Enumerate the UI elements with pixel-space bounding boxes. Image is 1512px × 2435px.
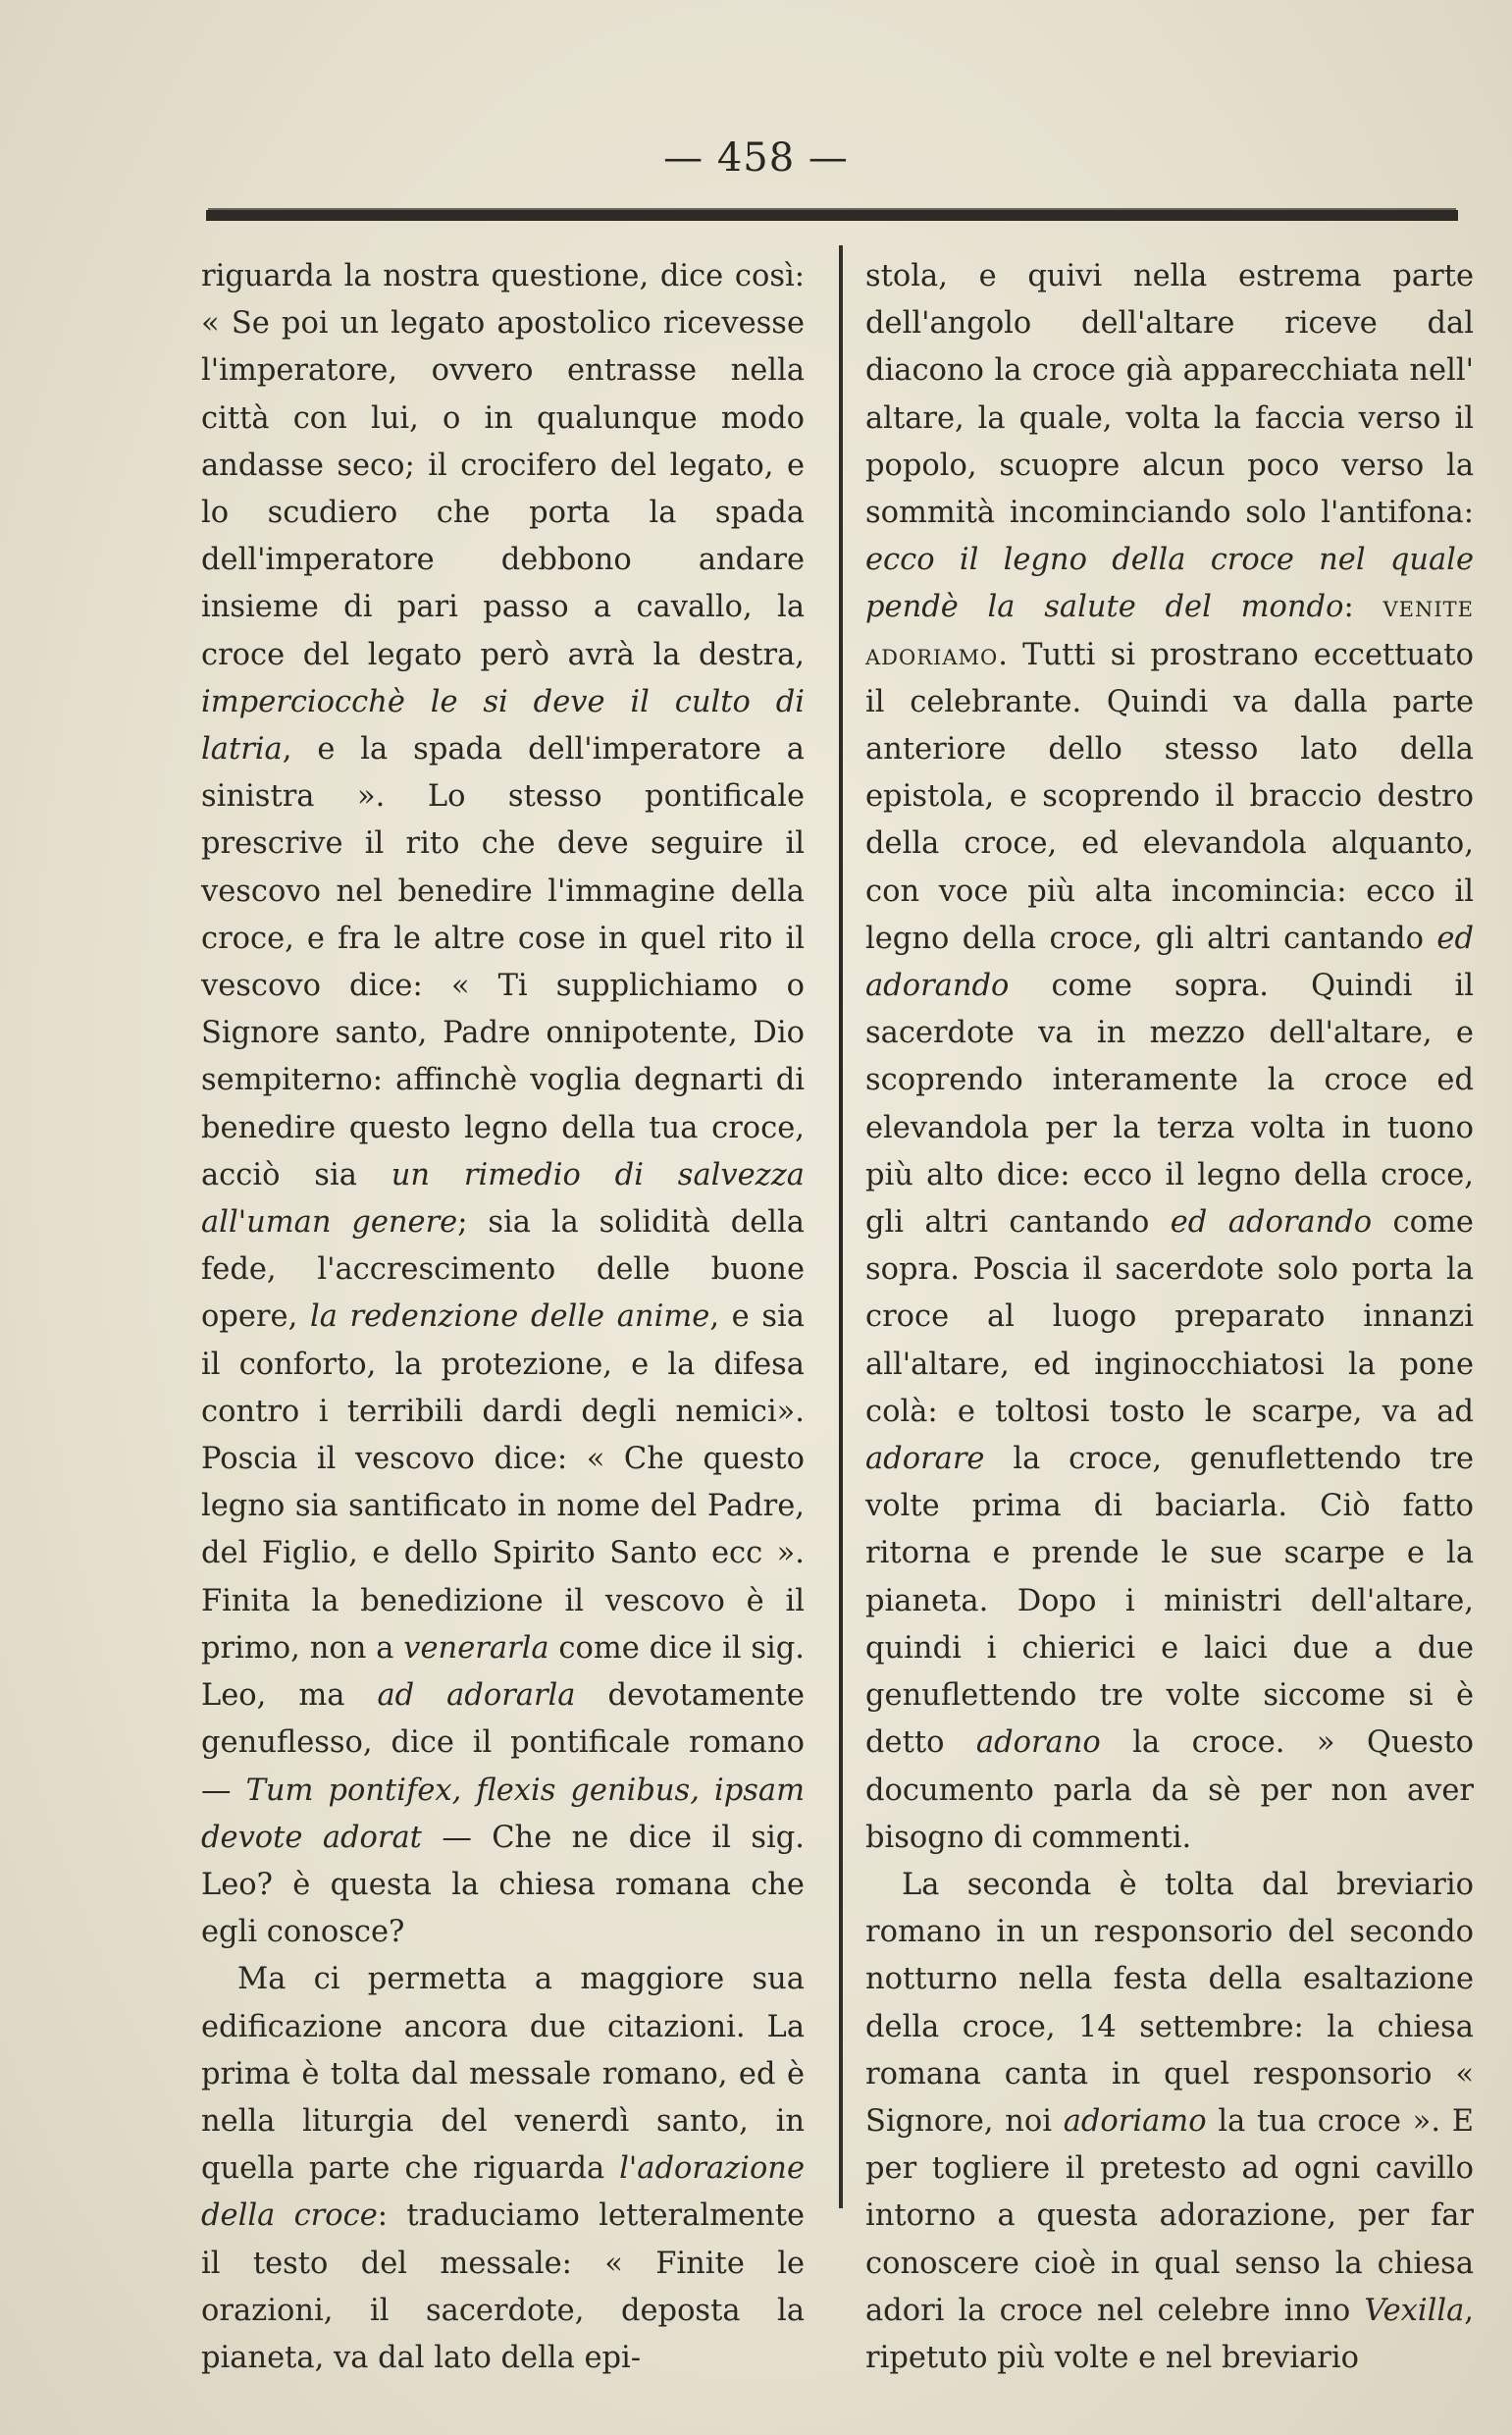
- italic-run: adorano: [975, 1725, 1101, 1761]
- text-run: :: [1343, 590, 1383, 625]
- text-run: la tua croce ». E per togliere il pretesto ad ogni cavillo intorno a questa adorazione, per far conoscere cioè in qual senso la chiesa adori la croce nel celebre inno: [865, 2103, 1475, 2328]
- text-run: ; sia la solidità della fede, l'accrescimento delle buone opere,: [201, 1205, 805, 1335]
- left-column: [201, 253, 805, 2382]
- right-column: [865, 253, 1474, 2382]
- italic-run: ed adorando: [865, 921, 1474, 1004]
- small-caps-run: venite adoriamo: [865, 590, 1474, 672]
- paragraph: [201, 1956, 805, 2382]
- text-run: La seconda è tolta dal breviario romano in un responsorio del secondo notturno nella festa della esaltazione della croce, 14 settembre: la chiesa romana canta in quel responsorio « Signore, noi: [865, 1867, 1474, 2139]
- italic-run: adorare: [865, 1442, 985, 1477]
- text-run: come sopra. Quindi il sacerdote va in mezzo dell'altare, e scoprendo interamente la croce ed elevandola per la terza volta in tuono più alto dice: ecco il legno della croce, gli altri cantando: [865, 969, 1474, 1241]
- italic-run: la redenzione delle anime: [309, 1299, 710, 1335]
- italic-run: venerarla: [403, 1630, 549, 1666]
- text-run: devotamente genuflesso, dice il pontificale romano —: [201, 1678, 805, 1808]
- text-run: Ma ci permetta a maggiore sua edificazione ancora due citazioni. La prima è tolta dal messale romano, ed è nella liturgia del venerdì santo, in quella parte che riguarda: [201, 1962, 805, 2187]
- paragraph: [865, 253, 1474, 1862]
- text-run: stola, e quivi nella estrema parte dell'angolo dell'altare riceve dal diacono la croce già apparecchiata nell' altare, la quale, volta la faccia verso il popolo, scuopre alcun poco verso la sommità incominciando solo l'antifona:: [865, 259, 1474, 531]
- paragraph: [201, 253, 805, 1956]
- text-run: : traduciamo letteralmente il testo del messale: « Finite le orazioni, il sacerdote, deposta la pianeta, va dal lato della epi-: [201, 2198, 806, 2375]
- text-run: . Tutti si prostrano eccettuato il celebrante. Quindi va dalla parte anteriore dello stesso lato della epistola, e scoprendo il braccio destro della croce, ed elevandola alquanto, con voce più alta incomincia: ecco il legno della croce, gli altri cantando: [865, 637, 1474, 956]
- page-number: — 458 —: [663, 135, 849, 181]
- text-run: , e sia il conforto, la protezione, e la difesa contro i terribili dardi degli nemici». Poscia il vescovo dice: « Che questo legno sia santificato in nome del Padre, del Figlio, e dello Spirito Santo ecc ». Finita la benedizione il vescovo è il primo, non a: [201, 1299, 805, 1666]
- text-run: — Che ne dice il sig. Leo? è questa la chiesa romana che egli conosce?: [201, 1820, 805, 1950]
- italic-run: Tum pontifex, flexis genibus, ipsam devote adorat: [201, 1773, 805, 1855]
- text-run: la croce. » Questo documento parla da sè per non aver bisogno di commenti.: [865, 1725, 1474, 1855]
- italic-run: Vexilla: [1364, 2293, 1465, 2328]
- italic-run: adoriamo: [1063, 2103, 1207, 2139]
- paragraph: [865, 1862, 1474, 2382]
- column-divider: [839, 245, 843, 2208]
- italic-run: l'adorazione della croce: [201, 2151, 805, 2234]
- text-run: , e la spada dell'imperatore a sinistra ». Lo stesso pontificale prescrive il rito che deve seguire il vescovo nel benedire l'immagine della croce, e fra le altre cose in quel rito il vescovo dice: « Ti supplichiamo o Signore santo, Padre onnipotente, Dio sempiterno: affinchè voglia degnarti di benedire questo legno della tua croce, acciò sia: [201, 732, 805, 1192]
- text-run: riguarda la nostra questione, dice così: « Se poi un legato apostolico ricevesse l'imperatore, ovvero entrasse nella città con lui, o in qualunque modo andasse seco; il crocifero del legato, e lo scudiero che porta la spada dell'imperatore debbono andare insieme di pari passo a cavallo, la croce del legato però avrà la destra,: [201, 259, 805, 672]
- text-run: come dice il sig. Leo, ma: [201, 1630, 805, 1714]
- italic-run: imperciocchè le si deve il culto di latria: [201, 684, 805, 768]
- italic-run: ecco il legno della croce nel quale pendè la salute del mondo: [865, 543, 1474, 625]
- italic-run: un rimedio di salvezza all'uman genere: [201, 1157, 805, 1241]
- text-run: come sopra. Poscia il sacerdote solo porta la croce al luogo preparato innanzi all'altare, ed inginocchiatosi la pone colà: e toltosi tosto le scarpe, va ad: [865, 1205, 1474, 1429]
- italic-run: ed adorando: [1170, 1205, 1373, 1241]
- italic-run: ad adorarla: [377, 1678, 576, 1714]
- header-rule: [206, 210, 1458, 221]
- text-run: , ripetuto più volte e nel breviario: [865, 2293, 1474, 2375]
- text-run: la croce, genuflettendo tre volte prima di baciarla. Ciò fatto ritorna e prende le sue scarpe e la pianeta. Dopo i ministri dell'altare, quindi i chierici e laici due a due genuflettendo tre volte siccome si è detto: [865, 1442, 1474, 1761]
